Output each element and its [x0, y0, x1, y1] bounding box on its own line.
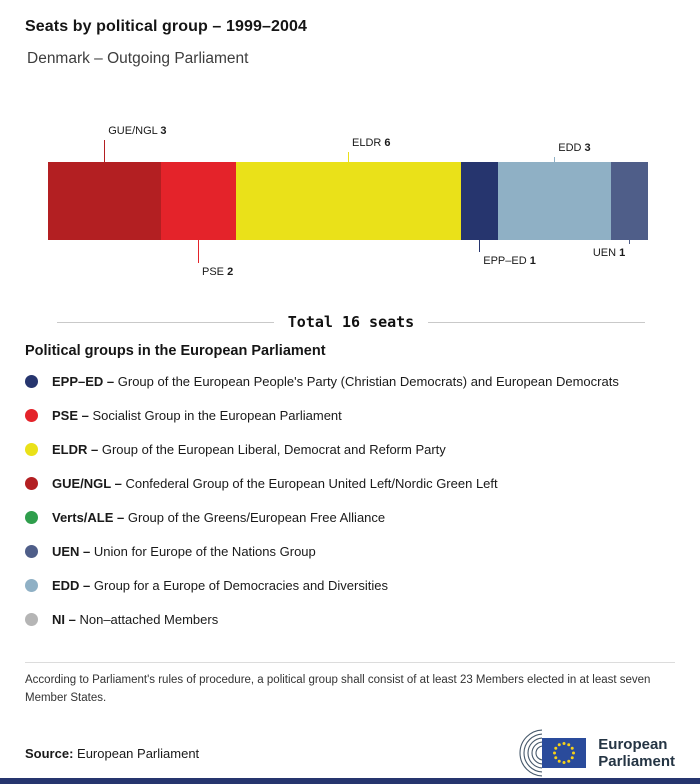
legend-label-verts-ale: Verts/ALE – Group of the Greens/European Free Alliance	[52, 509, 386, 525]
legend-item-epp-ed	[25, 364, 680, 398]
divider-line-right	[428, 322, 645, 323]
ep-logo	[496, 728, 675, 778]
legend-item-pse	[25, 398, 680, 432]
legend-list	[25, 364, 680, 636]
legend-label-pse: PSE – Socialist Group in the European Parliament	[52, 407, 342, 423]
bar-segment-gue-ngl[interactable]	[48, 162, 161, 240]
legend-dot-gue-ngl	[25, 477, 38, 490]
total-seats-row	[57, 313, 645, 331]
label-line-eldr	[348, 152, 349, 162]
total-seats-label: Total 16 seats	[287, 313, 415, 331]
seats-bar-chart	[0, 110, 700, 305]
label-line-gue-ngl	[104, 140, 105, 162]
bar-label-edd: EDD 3	[558, 142, 591, 154]
bar-label-epp-ed: EPP–ED 1	[483, 255, 536, 267]
legend-item-edd	[25, 568, 680, 602]
legend-label-ni: NI – Non–attached Members	[52, 611, 219, 627]
legend-label-uen: UEN – Union for Europe of the Nations Group	[52, 543, 316, 559]
divider-line-left	[57, 322, 274, 323]
legend-item-verts-ale	[25, 500, 680, 534]
bar-label-uen: UEN 1	[592, 247, 626, 259]
label-line-epp-ed	[479, 240, 480, 252]
legend-dot-edd	[25, 579, 38, 592]
legend-label-epp-ed: EPP–ED – Group of the European People's Party (Christian Democrats) and European Democrats	[52, 373, 619, 389]
ep-logo-mark	[496, 728, 590, 778]
bar-segment-eldr[interactable]	[236, 162, 461, 240]
bottom-bar	[0, 778, 700, 784]
label-line-pse	[198, 240, 199, 263]
footer	[25, 728, 675, 778]
legend-dot-verts-ale	[25, 511, 38, 524]
page-subtitle: Denmark – Outgoing Parliament	[27, 50, 249, 67]
bar-segment-pse[interactable]	[161, 162, 236, 240]
legend-title: Political groups in the European Parliament	[25, 343, 326, 359]
legend-label-eldr: ELDR – Group of the European Liberal, Democrat and Reform Party	[52, 441, 446, 457]
source-label: Source:	[25, 745, 74, 761]
ep-logo-line2: Parliament	[598, 753, 675, 770]
bar-label-gue-ngl: GUE/NGL 3	[108, 125, 167, 137]
ep-logo-line1: European	[598, 735, 668, 753]
bar-label-pse: PSE 2	[202, 266, 234, 278]
bar-segment-epp-ed[interactable]	[461, 162, 499, 240]
ep-logo-text	[598, 736, 675, 771]
bar-segment-uen[interactable]	[611, 162, 649, 240]
legend-item-uen	[25, 534, 680, 568]
footnote: According to Parliament's rules of procedure, a political group shall consist of at least 23 Members elected in at least seven Member States.	[25, 662, 675, 708]
legend-dot-epp-ed	[25, 375, 38, 388]
label-line-uen	[629, 240, 630, 244]
legend-dot-eldr	[25, 443, 38, 456]
legend-dot-uen	[25, 545, 38, 558]
legend-label-edd: EDD – Group for a Europe of Democracies and Diversities	[52, 577, 388, 593]
bar-segment-edd[interactable]	[498, 162, 611, 240]
source-line	[25, 746, 199, 761]
page-title: Seats by political group – 1999–2004	[25, 18, 307, 35]
label-line-edd	[554, 157, 555, 162]
legend-label-gue-ngl: GUE/NGL – Confederal Group of the European United Left/Nordic Green Left	[52, 475, 498, 491]
bar-label-eldr: ELDR 6	[352, 137, 391, 149]
legend-dot-ni	[25, 613, 38, 626]
legend-item-eldr	[25, 432, 680, 466]
legend-item-gue-ngl	[25, 466, 680, 500]
legend-item-ni	[25, 602, 680, 636]
legend-dot-pse	[25, 409, 38, 422]
source-value: European Parliament	[77, 745, 200, 761]
